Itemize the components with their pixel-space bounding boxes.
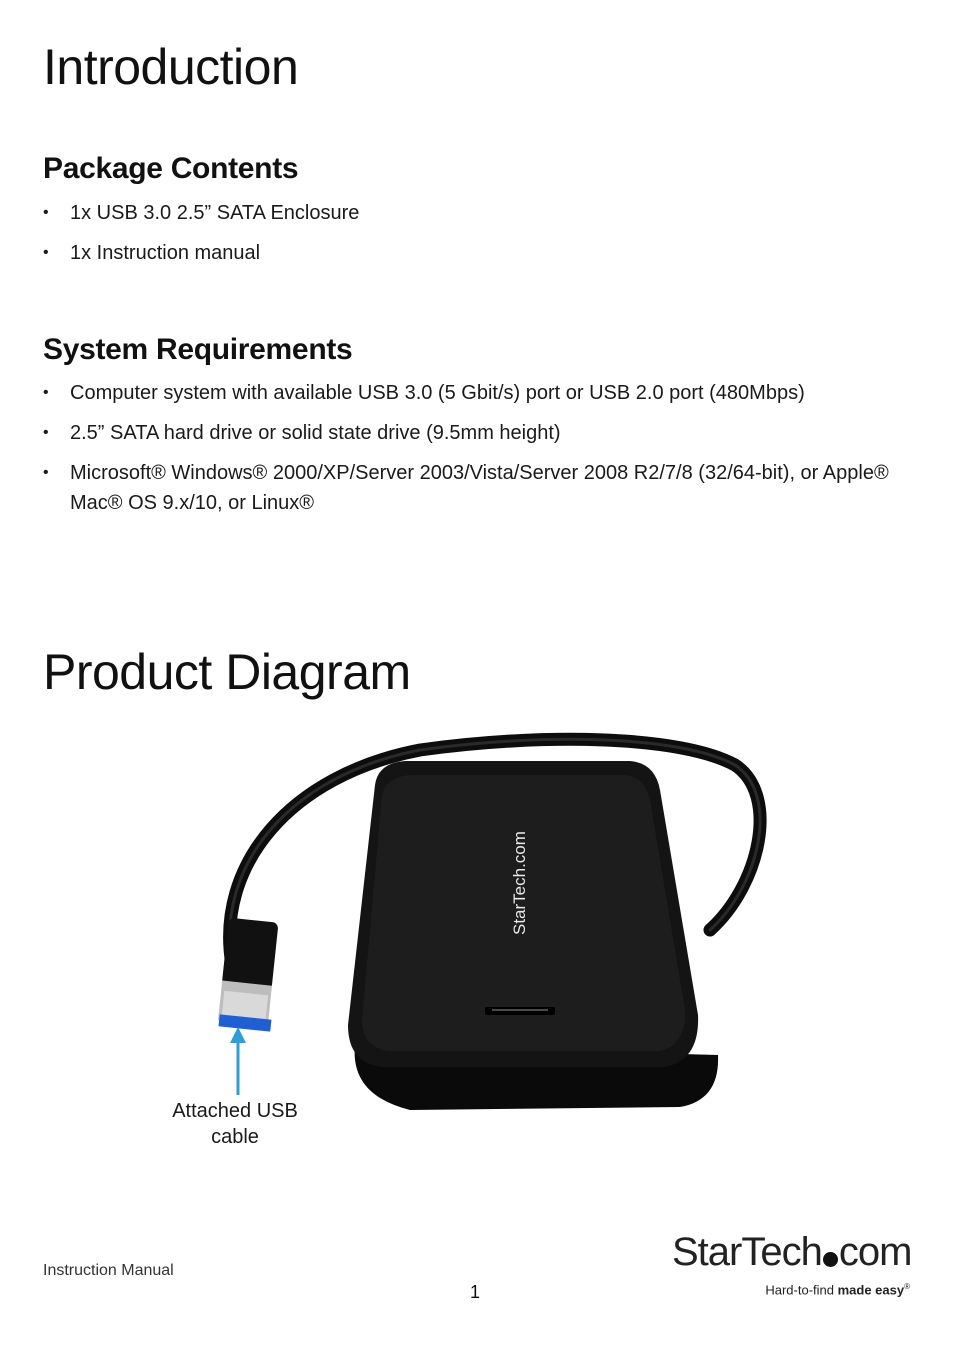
- attached-usb-cable-label: Attached USB cable: [172, 1100, 298, 1148]
- list-item: • 1x USB 3.0 2.5” SATA Enclosure: [43, 198, 913, 228]
- page-title-product-diagram: Product Diagram: [43, 644, 411, 700]
- usb-plug-housing: [222, 918, 279, 991]
- page-title-introduction: Introduction: [43, 39, 299, 95]
- page-number: 1: [470, 1282, 481, 1302]
- system-requirements-list: [43, 378, 913, 518]
- footer-doc-label: Instruction Manual: [43, 1262, 174, 1279]
- list-item: • 1x Instruction manual: [43, 238, 913, 268]
- list-item: • Microsoft® Windows® 2000/XP/Server 2003/Vista/Server 2008 R2/7/8 (32/64-bit), or Apple® Mac® OS 9.x/10, or Linux®: [43, 458, 913, 518]
- startech-logo: [668, 1230, 918, 1310]
- list-item: • 2.5” SATA hard drive or solid state drive (9.5mm height): [43, 418, 913, 448]
- list-item: • Computer system with available USB 3.0 (5 Gbit/s) port or USB 2.0 port (480Mbps): [43, 378, 913, 408]
- device-logo-text: StarTech.com: [510, 831, 529, 935]
- logo-dot-icon: [823, 1252, 838, 1267]
- package-contents-heading: Package Contents: [43, 152, 299, 185]
- logo-wordmark: StarTech com: [672, 1230, 912, 1274]
- callout-arrow-head: [230, 1027, 246, 1043]
- package-contents-list: [43, 198, 913, 268]
- system-requirements-heading: System Requirements: [43, 333, 353, 366]
- logo-tagline: Hard-to-find made easy®: [765, 1282, 910, 1298]
